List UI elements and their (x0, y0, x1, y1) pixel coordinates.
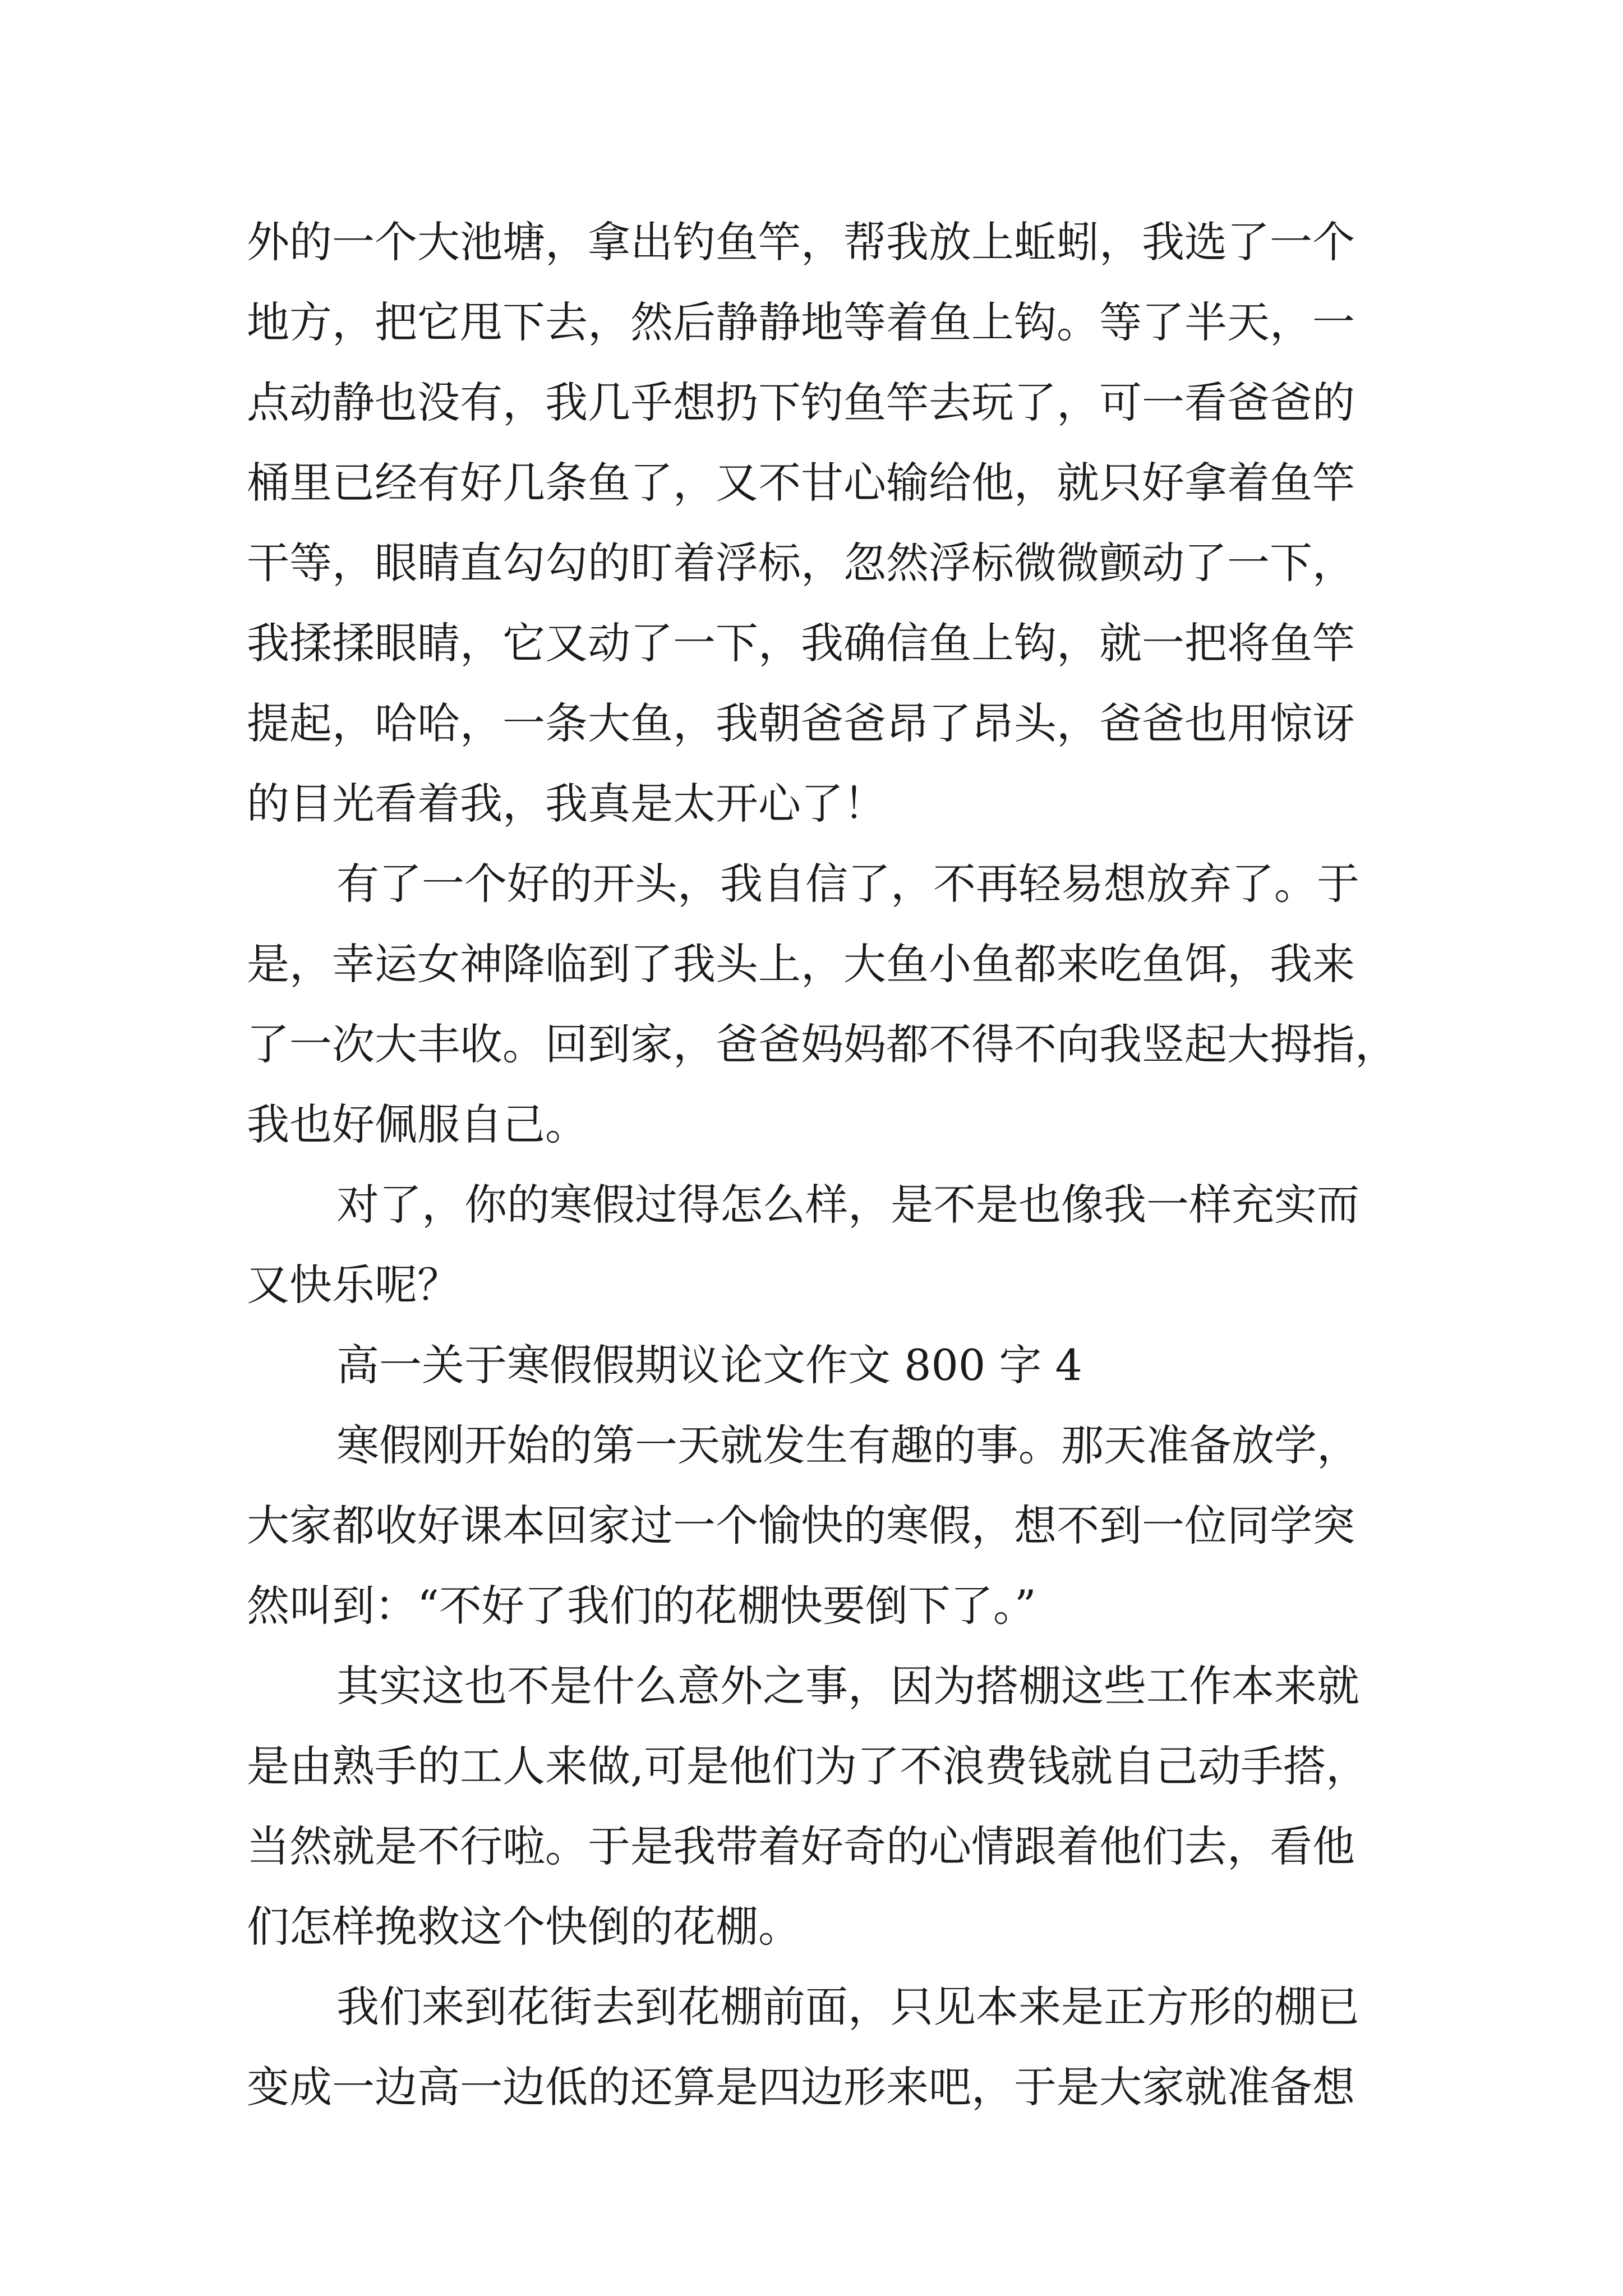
text-line: 是，幸运女神降临到了我头上，大鱼小鱼都来吃鱼饵，我来 (247, 939, 1355, 989)
text-line: 又快乐呢？ (247, 1260, 460, 1310)
paragraph-first-line: 对了，你的寒假过得怎么样，是不是也像我一样充实而 (336, 1180, 1359, 1230)
text-line: 们怎样挽救这个快倒的花棚。 (247, 1902, 801, 1952)
text-line: 桶里已经有好几条鱼了，又不甘心输给他，就只好拿着鱼竿 (247, 458, 1355, 508)
text-line: 是由熟手的工人来做,可是他们为了不浪费钱就自己动手搭， (247, 1741, 1369, 1791)
paragraph-first-line: 其实这也不是什么意外之事，因为搭棚这些工作本来就 (336, 1661, 1359, 1711)
text-line: 我也好佩服自己。 (247, 1099, 588, 1149)
text-line: 的目光看着我，我真是太开心了！ (247, 779, 886, 829)
text-line: 我揉揉眼睛，它又动了一下，我确信鱼上钩，就一把将鱼竿 (247, 618, 1355, 668)
body-text (247, 202, 1396, 2127)
text-line: 干等，眼睛直勾勾的盯着浮标，忽然浮标微微颤动了一下， (247, 538, 1355, 588)
paragraph-first-line: 有了一个好的开头，我自信了，不再轻易想放弃了。于 (336, 859, 1359, 909)
text-line: 点动静也没有，我几乎想扔下钓鱼竿去玩了，可一看爸爸的 (247, 378, 1355, 427)
text-line: 变成一边高一边低的还算是四边形来吧，于是大家就准备想 (247, 2062, 1355, 2112)
text-line: 大家都收好课本回家过一个愉快的寒假，想不到一位同学突 (247, 1501, 1355, 1550)
paragraph-first-line: 寒假刚开始的第一天就发生有趣的事。那天准备放学， (336, 1420, 1359, 1470)
text-line: 然叫到：“不好了我们的花棚快要倒下了。” (247, 1581, 1036, 1631)
paragraph-first-line: 我们来到花街去到花棚前面，只见本来是正方形的棚已 (336, 1982, 1359, 2032)
text-line: 提起，哈哈，一条大鱼，我朝爸爸昂了昂头，爸爸也用惊讶 (247, 698, 1355, 748)
text-line: 地方，把它甩下去，然后静静地等着鱼上钩。等了半天，一 (247, 297, 1355, 347)
text-line: 当然就是不行啦。于是我带着好奇的心情跟着他们去，看他 (247, 1821, 1355, 1871)
section-heading: 高一关于寒假假期议论文作文 800 字 4 (336, 1340, 1082, 1390)
text-line: 外的一个大池塘，拿出钓鱼竿，帮我放上蚯蚓，我选了一个 (247, 217, 1355, 267)
text-line: 了一次大丰收。回到家，爸爸妈妈都不得不向我竖起大拇指， (247, 1019, 1398, 1069)
